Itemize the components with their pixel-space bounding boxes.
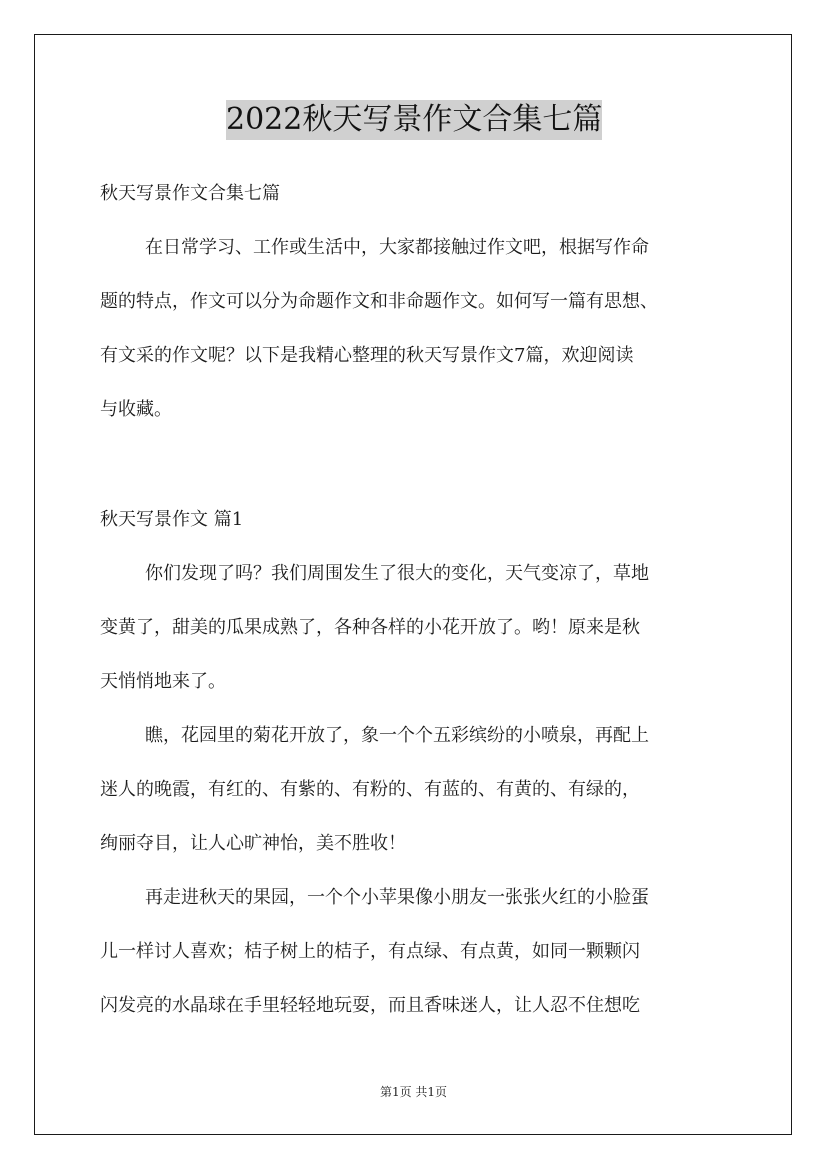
intro-line: 在日常学习、工作或生活中，大家都接触过作文吧，根据写作命	[145, 237, 649, 258]
paragraph-line: 儿一样讨人喜欢；桔子树上的桔子，有点绿、有点黄，如同一颗颗闪	[100, 941, 640, 962]
intro-line: 有文采的作文呢？以下是我精心整理的秋天写景作文7篇，欢迎阅读	[100, 345, 634, 366]
section-heading: 秋天写景作文 篇1	[100, 509, 244, 530]
paragraph-line: 再走进秋天的果园，一个个小苹果像小朋友一张张火红的小脸蛋	[145, 887, 649, 908]
document-title: 2022秋天写景作文合集七篇	[226, 100, 602, 140]
paragraph-line: 绚丽夺目，让人心旷神怡，美不胜收！	[100, 833, 406, 854]
paragraph-line: 闪发亮的水晶球在手里轻轻地玩耍，而且香味迷人，让人忍不住想吃	[100, 995, 640, 1016]
paragraph-line: 天悄悄地来了。	[100, 671, 226, 692]
paragraph-line: 变黄了，甜美的瓜果成熟了，各种各样的小花开放了。哟！原来是秋	[100, 617, 640, 638]
page-footer: 第1页 共1页	[379, 1085, 448, 1099]
intro-line: 与收藏。	[100, 399, 172, 420]
intro-line: 题的特点，作文可以分为命题作文和非命题作文。如何写一篇有思想、	[100, 291, 658, 312]
paragraph-line: 瞧，花园里的菊花开放了，象一个个五彩缤纷的小喷泉，再配上	[145, 725, 649, 746]
paragraph-line: 你们发现了吗？我们周围发生了很大的变化，天气变凉了，草地	[145, 563, 649, 584]
paragraph-line: 迷人的晚霞，有红的、有紫的、有粉的、有蓝的、有黄的、有绿的，	[100, 779, 640, 800]
document-subtitle: 秋天写景作文合集七篇	[100, 183, 280, 204]
